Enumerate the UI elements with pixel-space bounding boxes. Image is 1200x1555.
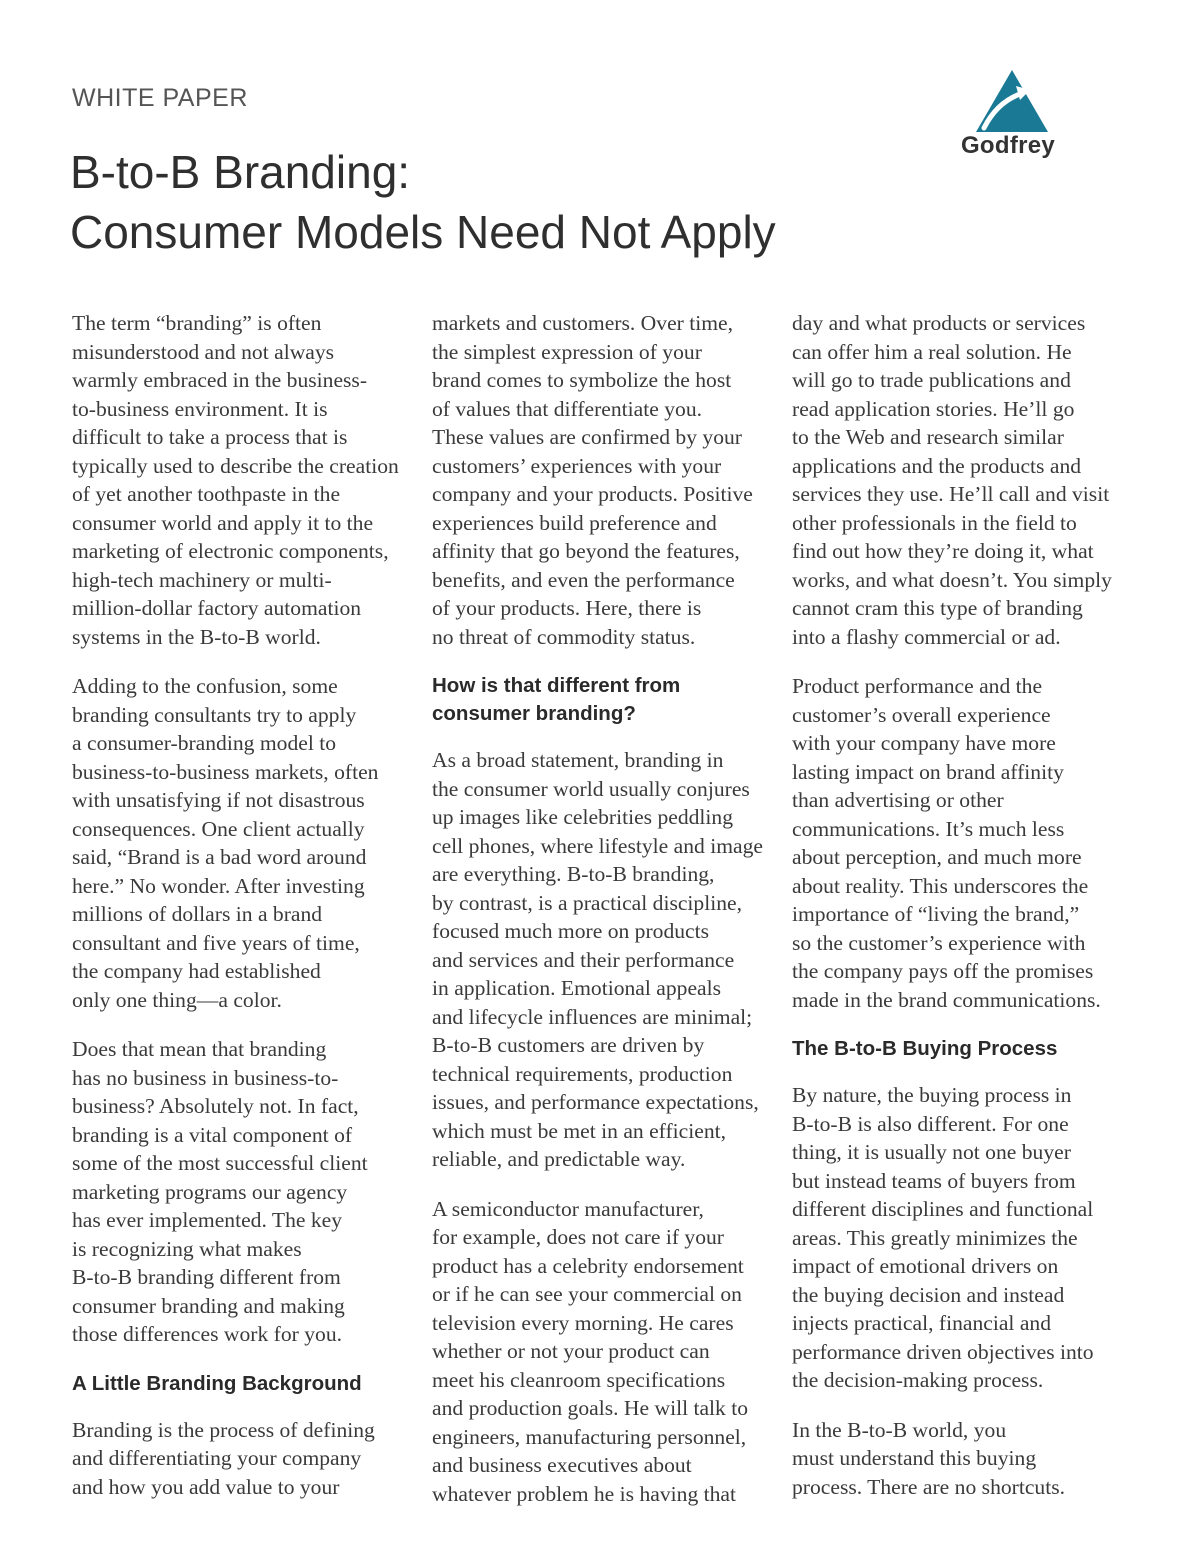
text-line: of your products. Here, there is bbox=[432, 596, 702, 620]
text-line: so the customer’s experience with bbox=[792, 930, 1086, 955]
text-line: different disciplines and functional bbox=[792, 1197, 1094, 1221]
text-line: and lifecycle influences are minimal; bbox=[432, 1004, 753, 1029]
text-line: B-to-B branding different from bbox=[72, 1265, 341, 1289]
text-line: consumer world and apply it to the bbox=[72, 510, 374, 535]
text-line: made in the brand communications. bbox=[792, 987, 1101, 1012]
text-line: Product performance and the bbox=[792, 674, 1043, 698]
body-paragraph bbox=[432, 746, 777, 1174]
text-line: process. There are no shortcuts. bbox=[792, 1474, 1066, 1499]
text-line: can offer him a real solution. He bbox=[792, 339, 1072, 364]
text-line: marketing programs our agency bbox=[72, 1179, 348, 1204]
text-line: up images like celebrities peddling bbox=[432, 805, 734, 829]
text-line: the consumer world usually conjures bbox=[432, 776, 750, 801]
text-line: impact of emotional drivers on bbox=[792, 1254, 1059, 1278]
text-line: with unsatisfying if not disastrous bbox=[72, 788, 365, 812]
text-line: typically used to describe the creation bbox=[72, 453, 399, 478]
text-line: only one thing—a color. bbox=[72, 987, 282, 1012]
text-line: or if he can see your commercial on bbox=[432, 1282, 742, 1306]
text-line: technical requirements, production bbox=[432, 1061, 733, 1086]
text-line: no threat of commodity status. bbox=[432, 624, 696, 649]
text-line: works, and what doesn’t. You simply bbox=[792, 567, 1112, 592]
text-line: lasting impact on brand affinity bbox=[792, 759, 1064, 784]
text-line: branding is a vital component of bbox=[72, 1122, 353, 1147]
text-line: and production goals. He will talk to bbox=[432, 1396, 749, 1420]
text-line: Branding is the process of defining bbox=[72, 1417, 375, 1442]
text-line: communications. It’s much less bbox=[792, 816, 1065, 841]
text-line: importance of “living the brand,” bbox=[792, 902, 1080, 926]
text-line: day and what products or services bbox=[792, 311, 1086, 335]
text-line: high-tech machinery or multi- bbox=[72, 567, 332, 592]
text-line: here.” No wonder. After investing bbox=[72, 873, 365, 898]
body-paragraph bbox=[432, 309, 777, 651]
text-line: into a flashy commercial or ad. bbox=[792, 624, 1061, 649]
text-line: affinity that go beyond the features, bbox=[432, 539, 740, 563]
section-heading bbox=[792, 1035, 1132, 1063]
text-line: but instead teams of buyers from bbox=[792, 1168, 1076, 1193]
text-line: millions of dollars in a brand bbox=[72, 902, 323, 926]
text-line: reliable, and predictable way. bbox=[432, 1147, 686, 1171]
text-line: will go to trade publications and bbox=[792, 368, 1071, 392]
text-line: and differentiating your company bbox=[72, 1446, 362, 1470]
text-line: areas. This greatly minimizes the bbox=[792, 1225, 1078, 1250]
text-line: has no business in business-to- bbox=[72, 1065, 339, 1090]
body-paragraph bbox=[72, 1416, 417, 1502]
heading-line: consumer branding? bbox=[432, 702, 636, 725]
text-line: markets and customers. Over time, bbox=[432, 311, 734, 335]
text-line: for example, does not care if your bbox=[432, 1225, 725, 1249]
title-line: B-to-B Branding: bbox=[70, 146, 411, 198]
text-line: other professionals in the field to bbox=[792, 510, 1077, 535]
text-line: By nature, the buying process in bbox=[792, 1083, 1072, 1107]
text-line: has ever implemented. The key bbox=[72, 1208, 343, 1232]
body-paragraph bbox=[792, 1416, 1132, 1502]
text-line: a consumer-branding model to bbox=[72, 731, 337, 755]
text-line: must understand this buying bbox=[792, 1446, 1037, 1470]
body-paragraph bbox=[792, 309, 1132, 651]
text-line: injects practical, financial and bbox=[792, 1311, 1051, 1335]
text-line: whether or not your product can bbox=[432, 1339, 710, 1363]
text-line: by contrast, is a practical discipline, bbox=[432, 890, 743, 915]
heading-line: How is that different from bbox=[432, 674, 681, 697]
text-line: to-business environment. It is bbox=[72, 396, 328, 421]
text-line: in application. Emotional appeals bbox=[432, 976, 722, 1000]
text-line: business? Absolutely not. In fact, bbox=[72, 1094, 359, 1118]
logo-wordmark: Godfrey bbox=[960, 132, 1056, 159]
text-line: In the B-to-B world, you bbox=[792, 1417, 1007, 1442]
text-line: engineers, manufacturing personnel, bbox=[432, 1424, 747, 1449]
text-line: the buying decision and instead bbox=[792, 1282, 1065, 1307]
text-line: read application stories. He’ll go bbox=[792, 396, 1075, 421]
text-line: of values that differentiate you. bbox=[432, 396, 703, 421]
text-line: The term “branding” is often bbox=[72, 311, 322, 335]
text-line: about reality. This underscores the bbox=[792, 873, 1089, 898]
text-line: to the Web and research similar bbox=[792, 425, 1064, 449]
text-line: difficult to take a process that is bbox=[72, 425, 348, 449]
text-line: company and your products. Positive bbox=[432, 482, 753, 506]
text-line: customer’s overall experience bbox=[792, 702, 1051, 727]
page-title bbox=[70, 142, 776, 262]
text-line: those differences work for you. bbox=[72, 1322, 343, 1346]
text-line: consumer branding and making bbox=[72, 1293, 345, 1318]
text-line: product has a celebrity endorsement bbox=[432, 1253, 744, 1278]
text-line: issues, and performance expectations, bbox=[432, 1090, 759, 1114]
text-line: the simplest expression of your bbox=[432, 339, 702, 364]
document-type-label: WHITE PAPER bbox=[72, 84, 248, 112]
text-line: B-to-B is also different. For one bbox=[792, 1111, 1069, 1136]
text-line: and how you add value to your bbox=[72, 1474, 340, 1499]
text-line: the company had established bbox=[72, 959, 321, 983]
text-line: is recognizing what makes bbox=[72, 1236, 302, 1261]
text-line: B-to-B customers are driven by bbox=[432, 1033, 705, 1057]
text-line: brand comes to symbolize the host bbox=[432, 368, 732, 392]
body-paragraph bbox=[72, 672, 417, 1014]
text-line: These values are confirmed by your bbox=[432, 425, 742, 449]
text-line: said, “Brand is a bad word around bbox=[72, 845, 367, 869]
text-line: experiences build preference and bbox=[432, 510, 717, 535]
text-line: are everything. B-to-B branding, bbox=[432, 862, 715, 886]
text-line: applications and the products and bbox=[792, 453, 1082, 478]
text-line: branding consultants try to apply bbox=[72, 702, 357, 727]
body-paragraph bbox=[432, 1195, 777, 1509]
text-line: meet his cleanroom specifications bbox=[432, 1367, 726, 1392]
heading-line: A Little Branding Background bbox=[72, 1371, 362, 1395]
text-line: which must be met in an efficient, bbox=[432, 1118, 727, 1143]
text-line: misunderstood and not always bbox=[72, 339, 335, 364]
text-line: marketing of electronic components, bbox=[72, 539, 389, 563]
section-heading bbox=[72, 1370, 417, 1398]
text-line: business-to-business markets, often bbox=[72, 759, 379, 784]
text-line: than advertising or other bbox=[792, 788, 1004, 812]
text-line: some of the most successful client bbox=[72, 1151, 368, 1175]
body-paragraph bbox=[792, 672, 1132, 1014]
text-line: cannot cram this type of branding bbox=[792, 596, 1083, 620]
text-line: As a broad statement, branding in bbox=[432, 748, 724, 772]
text-line: consultant and five years of time, bbox=[72, 930, 360, 955]
heading-line: The B-to-B Buying Process bbox=[792, 1037, 1058, 1060]
title-line: Consumer Models Need Not Apply bbox=[70, 206, 776, 258]
column-2 bbox=[432, 309, 777, 1529]
text-line: Adding to the confusion, some bbox=[72, 674, 338, 698]
text-line: warmly embraced in the business- bbox=[72, 368, 368, 392]
text-line: benefits, and even the performance bbox=[432, 567, 735, 592]
body-paragraph bbox=[72, 309, 417, 651]
text-line: television every morning. He cares bbox=[432, 1310, 734, 1335]
text-line: of yet another toothpaste in the bbox=[72, 482, 341, 506]
text-line: systems in the B-to-B world. bbox=[72, 624, 321, 649]
text-line: performance driven objectives into bbox=[792, 1339, 1094, 1364]
text-line: customers’ experiences with your bbox=[432, 453, 722, 478]
text-line: about perception, and much more bbox=[792, 845, 1082, 869]
text-line: thing, it is usually not one buyer bbox=[792, 1140, 1071, 1164]
text-line: focused much more on products bbox=[432, 919, 710, 943]
column-3 bbox=[792, 309, 1132, 1522]
text-line: million-dollar factory automation bbox=[72, 596, 362, 620]
text-line: find out how they’re doing it, what bbox=[792, 539, 1094, 563]
body-paragraph bbox=[72, 1035, 417, 1349]
text-line: whatever problem he is having that bbox=[432, 1481, 737, 1506]
text-line: consequences. One client actually bbox=[72, 816, 365, 841]
godfrey-logo bbox=[946, 68, 1070, 164]
text-line: with your company have more bbox=[792, 731, 1056, 755]
text-line: the company pays off the promises bbox=[792, 959, 1094, 983]
section-heading bbox=[432, 672, 777, 728]
column-1 bbox=[72, 309, 417, 1522]
text-line: the decision-making process. bbox=[792, 1368, 1044, 1392]
triangle-arrow-logo-icon bbox=[946, 68, 1070, 134]
text-line: services they use. He’ll call and visit bbox=[792, 482, 1110, 506]
text-line: Does that mean that branding bbox=[72, 1037, 327, 1061]
text-line: cell phones, where lifestyle and image bbox=[432, 833, 763, 858]
text-line: and business executives about bbox=[432, 1453, 692, 1477]
body-paragraph bbox=[792, 1081, 1132, 1395]
text-line: A semiconductor manufacturer, bbox=[432, 1196, 704, 1221]
text-line: and services and their performance bbox=[432, 947, 735, 972]
